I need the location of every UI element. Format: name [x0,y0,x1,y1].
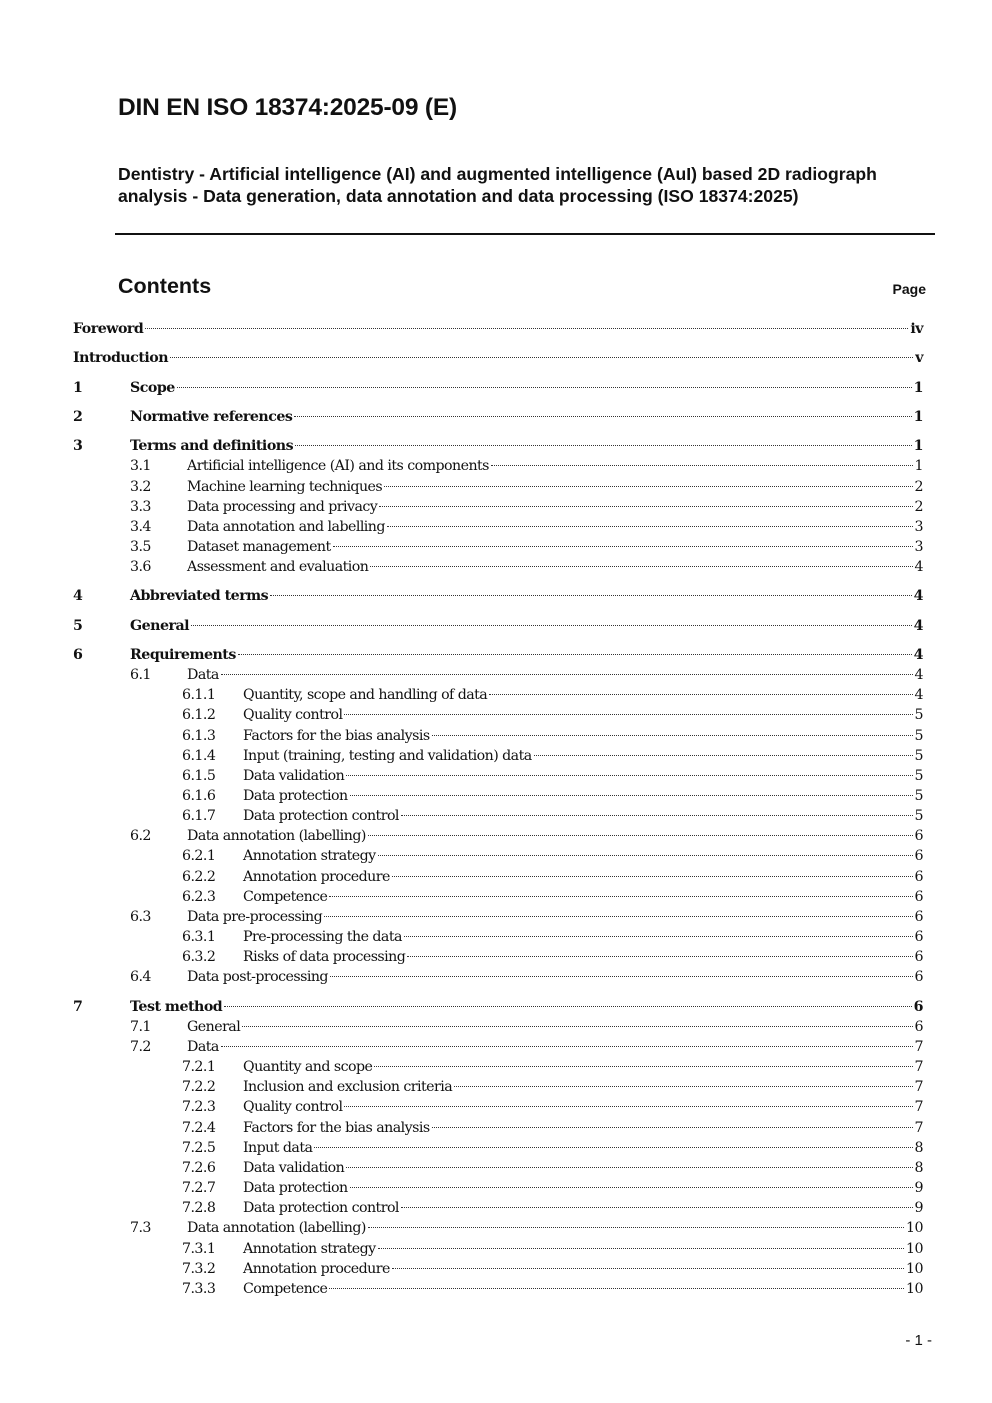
toc-dot-leader [329,896,912,897]
toc-entry-number: 2 [73,409,83,425]
toc-entry[interactable] [73,586,923,606]
toc-entry-page[interactable]: 5 [914,707,923,723]
toc-entry-number: 1 [73,380,83,396]
toc-entry-page[interactable]: 6 [914,889,923,905]
toc-entry[interactable] [73,436,923,456]
toc-entry-page[interactable]: 1 [913,409,923,425]
toc-dot-leader [270,595,911,596]
toc-entry-number: 7.3 [130,1220,151,1236]
toc-entry[interactable] [73,806,923,826]
toc-entry-number: 6.3.2 [182,949,216,965]
toc-entry-label[interactable]: Foreword [73,321,144,337]
toc-dot-leader [238,654,912,655]
toc-entry-page[interactable]: 4 [913,647,923,663]
toc-entry[interactable] [73,887,923,907]
toc-dot-leader [404,936,913,937]
toc-entry-page[interactable]: 1 [914,458,923,474]
toc-entry-number: 3 [73,438,83,454]
toc-entry[interactable] [73,1037,923,1057]
toc-dot-leader [224,1006,911,1007]
toc-entry[interactable] [73,537,923,557]
toc-dot-leader [379,506,912,507]
toc-entry-page[interactable]: 4 [914,559,923,575]
toc-dot-leader [489,694,912,695]
toc-entry-label[interactable]: Factors for the bias analysis [243,728,430,744]
toc-entry[interactable] [73,645,923,665]
toc-entry[interactable] [73,348,923,368]
toc-entry-page[interactable]: 10 [906,1220,923,1236]
toc-entry-page[interactable]: 1 [913,438,923,454]
toc-dot-leader [454,1086,912,1087]
toc-entry-label[interactable]: Input data [243,1140,313,1156]
toc-entry-page[interactable]: 1 [913,380,923,396]
toc-entry-label[interactable]: Introduction [73,350,169,366]
toc-entry-label[interactable]: Dataset management [187,539,331,555]
toc-dot-leader [350,1187,913,1188]
toc-dot-leader [378,1248,904,1249]
toc-entry-page[interactable]: 5 [914,808,923,824]
toc-entry[interactable] [73,1279,923,1299]
toc-dot-leader [392,876,913,877]
toc-entry[interactable] [73,826,923,846]
toc-dot-leader [491,465,913,466]
toc-dot-leader [368,1227,904,1228]
toc-entry-number: 4 [73,588,83,604]
toc-entry-label[interactable]: Scope [130,380,175,396]
toc-entry-label[interactable]: Data annotation (labelling) [187,828,366,844]
toc-entry-label[interactable]: Data validation [243,768,345,784]
toc-entry-page[interactable]: 7 [914,1099,923,1115]
toc-entry-number: 6.1.7 [182,808,216,824]
toc-dot-leader [177,387,912,388]
toc-entry-label[interactable]: Annotation strategy [243,848,376,864]
toc-entry-label[interactable]: Competence [243,1281,328,1297]
toc-entry-page[interactable]: 5 [914,728,923,744]
toc-entry-label[interactable]: Data protection [243,1180,348,1196]
toc-entry-number: 7.2.3 [182,1099,216,1115]
toc-entry-number: 6.2 [130,828,151,844]
toc-entry-number: 3.3 [130,499,151,515]
toc-entry-number: 3.4 [130,519,151,535]
toc-entry-number: 7.1 [130,1019,151,1035]
toc-entry[interactable] [73,1077,923,1097]
document-id: DIN EN ISO 18374:2025-09 (E) [118,94,457,121]
toc-entry-page[interactable]: 5 [914,788,923,804]
toc-entry[interactable] [73,557,923,577]
toc-entry-label[interactable]: Annotation procedure [243,869,390,885]
toc-entry[interactable] [73,997,923,1017]
toc-dot-leader [401,815,913,816]
toc-entry-number: 6.1 [130,667,151,683]
toc-entry[interactable] [73,846,923,866]
toc-entry[interactable] [73,1158,923,1178]
page-column-heading: Page [892,281,926,297]
toc-entry[interactable] [73,907,923,927]
toc-entry[interactable] [73,726,923,746]
toc-dot-leader [346,775,912,776]
toc-entry-label[interactable]: Data post-processing [187,969,328,985]
toc-entry[interactable] [73,746,923,766]
toc-entry-number: 7.3.1 [182,1241,216,1257]
toc-entry-page[interactable]: 6 [914,949,923,965]
toc-entry-page[interactable]: 9 [914,1180,923,1196]
toc-entry-label[interactable]: Annotation strategy [243,1241,376,1257]
toc-entry-number: 3.1 [130,458,151,474]
toc-entry-number: 7.2.4 [182,1120,216,1136]
toc-entry-page[interactable]: 6 [914,929,923,945]
toc-dot-leader [392,1268,904,1269]
toc-dot-leader [145,328,908,329]
toc-entry-number: 7.3.2 [182,1261,216,1277]
toc-entry[interactable] [73,947,923,967]
toc-entry-number: 3.5 [130,539,151,555]
toc-entry-number: 7.2.8 [182,1200,216,1216]
toc-entry-page[interactable]: 2 [914,479,923,495]
toc-entry-page[interactable]: 7 [914,1079,923,1095]
toc-entry-label[interactable]: Data annotation (labelling) [187,1220,366,1236]
toc-entry-page[interactable]: v [915,350,923,366]
toc-entry[interactable] [73,766,923,786]
toc-entry-label[interactable]: Test method [130,999,223,1015]
toc-entry[interactable] [73,1138,923,1158]
toc-entry-label[interactable]: Data protection control [243,808,399,824]
toc-entry-number: 7.2.1 [182,1059,216,1075]
toc-dot-leader [407,956,912,957]
toc-entry-page[interactable]: 7 [914,1059,923,1075]
toc-entry-label[interactable]: General [187,1019,241,1035]
toc-dot-leader [378,855,913,856]
toc-entry-number: 6.1.3 [182,728,216,744]
toc-entry-page[interactable]: 6 [914,909,923,925]
toc-entry-page[interactable]: 2 [914,499,923,515]
toc-entry-page[interactable]: 3 [914,539,923,555]
toc-dot-leader [324,916,912,917]
toc-dot-leader [432,735,913,736]
toc-entry[interactable] [73,477,923,497]
toc-entry-number: 7.2 [130,1039,151,1055]
toc-entry-page[interactable]: 7 [914,1039,923,1055]
toc-entry-label[interactable]: Quantity, scope and handling of data [243,687,488,703]
toc-entry-label[interactable]: Quality control [243,1099,343,1115]
toc-entry-number: 6 [73,647,83,663]
toc-entry-page[interactable]: 6 [914,969,923,985]
toc-entry-label[interactable]: Machine learning techniques [187,479,383,495]
toc-dot-leader [329,1288,904,1289]
toc-entry-label[interactable]: Artificial intelligence (AI) and its components [187,458,489,474]
toc-dot-leader [401,1207,913,1208]
toc-entry-page[interactable]: 4 [914,667,923,683]
toc-entry[interactable] [73,1239,923,1259]
toc-entry[interactable] [73,407,923,427]
toc-entry-page[interactable]: 6 [913,999,923,1015]
contents-heading: Contents [118,274,212,298]
toc-entry-label[interactable]: Factors for the bias analysis [243,1120,430,1136]
toc-dot-leader [295,445,912,446]
toc-dot-leader [370,566,912,567]
toc-entry-label[interactable]: Requirements [130,647,236,663]
toc-entry-label[interactable]: Risks of data processing [243,949,406,965]
toc-dot-leader [344,1106,912,1107]
toc-entry[interactable] [73,1118,923,1138]
toc-entry[interactable] [73,1198,923,1218]
toc-entry-page[interactable]: 4 [913,618,923,634]
toc-dot-leader [374,1066,912,1067]
toc-entry[interactable] [73,1097,923,1117]
toc-entry-number: 7.3.3 [182,1281,216,1297]
toc-entry-number: 6.1.2 [182,707,216,723]
toc-entry-label[interactable]: Data [187,1039,219,1055]
document-title: Dentistry - Artificial intelligence (AI) and augmented intelligence (AuI) based 2D radiograph analysis - Data generation, data annotation and data processing (ISO 18374:2025) [118,164,877,206]
footer-page-number: - 1 - [905,1332,932,1349]
toc-entry-page[interactable]: 10 [906,1281,923,1297]
toc-entry-number: 6.1.4 [182,748,216,764]
toc-entry-page[interactable]: 9 [914,1200,923,1216]
toc-entry-label[interactable]: Inclusion and exclusion criteria [243,1079,453,1095]
toc-dot-leader [191,625,912,626]
toc-entry-page[interactable]: 6 [914,848,923,864]
toc-dot-leader [330,976,913,977]
toc-entry[interactable] [73,1218,923,1238]
toc-entry-label[interactable]: General [130,618,190,634]
toc-entry-label[interactable]: Input (training, testing and validation) data [243,748,532,764]
toc-entry-label[interactable]: Data protection [243,788,348,804]
toc-entry[interactable] [73,456,923,476]
toc-entry-page[interactable]: 8 [914,1140,923,1156]
toc-dot-leader [242,1026,912,1027]
toc-entry[interactable] [73,1017,923,1037]
toc-entry-number: 6.2.2 [182,869,216,885]
toc-entry-number: 7.2.2 [182,1079,216,1095]
toc-dot-leader [346,1167,912,1168]
toc-entry[interactable] [73,705,923,725]
toc-entry-page[interactable]: 6 [914,869,923,885]
toc-entry-label[interactable]: Annotation procedure [243,1261,390,1277]
toc-entry-label[interactable]: Data annotation and labelling [187,519,385,535]
toc-entry-label[interactable]: Data processing and privacy [187,499,378,515]
toc-dot-leader [170,357,913,358]
toc-entry-number: 5 [73,618,83,634]
toc-entry-page[interactable]: 5 [914,768,923,784]
toc-dot-leader [534,755,913,756]
toc-entry-number: 7.2.5 [182,1140,216,1156]
toc-dot-leader [350,795,913,796]
toc-entry-page[interactable]: iv [910,321,923,337]
toc-entry-label[interactable]: Pre-processing the data [243,929,402,945]
toc-entry-page[interactable]: 8 [914,1160,923,1176]
toc-entry-page[interactable]: 3 [914,519,923,535]
toc-entry-page[interactable]: 5 [914,748,923,764]
toc-entry[interactable] [73,517,923,537]
toc-entry[interactable] [73,665,923,685]
toc-entry[interactable] [73,319,923,339]
toc-dot-leader [344,714,912,715]
toc-entry-number: 3.6 [130,559,151,575]
toc-dot-leader [387,526,913,527]
toc-entry-label[interactable]: Assessment and evaluation [187,559,369,575]
toc-dot-leader [294,416,911,417]
toc-entry-label[interactable]: Quantity and scope [243,1059,373,1075]
toc-entry[interactable] [73,927,923,947]
toc-entry[interactable] [73,967,923,987]
toc-dot-leader [333,546,913,547]
toc-dot-leader [221,1046,913,1047]
toc-entry-number: 6.1.1 [182,687,216,703]
toc-entry[interactable] [73,786,923,806]
toc-entry-label[interactable]: Data pre-processing [187,909,323,925]
toc-entry-number: 7.2.6 [182,1160,216,1176]
toc-entry-number: 7 [73,999,83,1015]
toc-entry-label[interactable]: Terms and definitions [130,438,294,454]
toc-entry-page[interactable]: 6 [914,828,923,844]
toc-entry-page[interactable]: 10 [906,1261,923,1277]
toc-entry-page[interactable]: 6 [914,1019,923,1035]
toc-entry[interactable] [73,378,923,398]
toc-entry-number: 7.2.7 [182,1180,216,1196]
toc-entry[interactable] [73,616,923,636]
toc-entry-label[interactable]: Quality control [243,707,343,723]
toc-entry-number: 6.1.5 [182,768,216,784]
toc-entry[interactable] [73,1178,923,1198]
toc-entry-label[interactable]: Competence [243,889,328,905]
toc-entry[interactable] [73,867,923,887]
toc-entry-number: 6.2.3 [182,889,216,905]
toc-entry-number: 6.3 [130,909,151,925]
toc-dot-leader [368,835,913,836]
toc-entry-label[interactable]: Normative references [130,409,293,425]
toc-entry-page[interactable]: 10 [906,1241,923,1257]
toc-entry-number: 6.1.6 [182,788,216,804]
toc-entry[interactable] [73,1057,923,1077]
toc-entry[interactable] [73,685,923,705]
toc-entry-number: 3.2 [130,479,151,495]
toc-entry-page[interactable]: 4 [914,687,923,703]
toc-entry-page[interactable]: 4 [913,588,923,604]
toc-dot-leader [314,1147,912,1148]
toc-entry[interactable] [73,1259,923,1279]
toc-entry-number: 6.3.1 [182,929,216,945]
toc-entry-label[interactable]: Data validation [243,1160,345,1176]
toc-dot-leader [384,486,912,487]
toc-entry-label[interactable]: Data [187,667,219,683]
toc-dot-leader [221,674,913,675]
toc-entry-label[interactable]: Abbreviated terms [130,588,269,604]
toc-dot-leader [432,1127,913,1128]
toc-entry-label[interactable]: Data protection control [243,1200,399,1216]
toc-entry-page[interactable]: 7 [914,1120,923,1136]
toc-entry-number: 6.4 [130,969,151,985]
toc-entry-number: 6.2.1 [182,848,216,864]
toc-entry[interactable] [73,497,923,517]
